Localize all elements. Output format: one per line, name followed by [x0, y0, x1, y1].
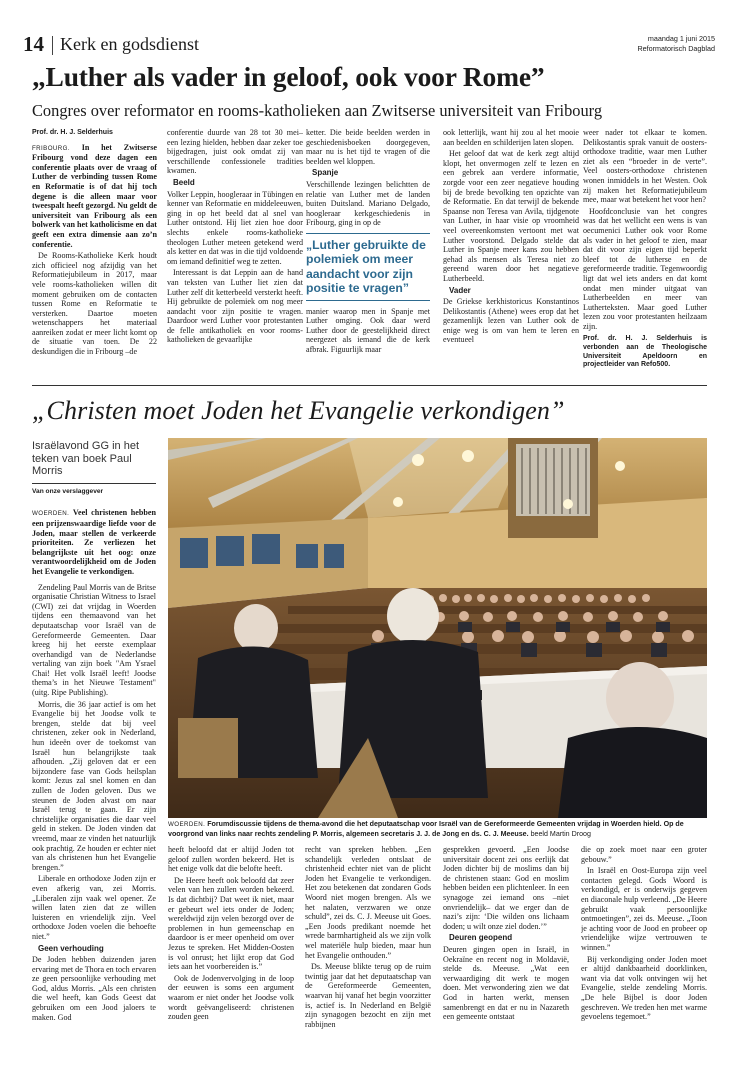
article1-dateline: FRIBOURG. [32, 144, 70, 152]
article1-byline: Prof. dr. H. J. Selderhuis [32, 129, 113, 136]
article1-paragraph: De Griekse kerkhistoricus Konstantinos Delikostantis (Athene) wees erop dat het gezamenlijk lezen van Luther ook de enige weg is om van hem te leren en eventueel [443, 297, 579, 345]
article2-column-2 [305, 845, 431, 1060]
article-separator [32, 385, 707, 386]
article1-column-3 [306, 128, 430, 374]
article2-paragraph: Bij verkondiging onder Joden moet er altijd dankbaarheid doorklinken, want via dat volk ontvingen wij het Evangelie, stelde zendeling Morris. „De hele Bijbel is door Joden geschreven. We treden hen met warme gevoelens tegemoet.” [581, 954, 707, 1022]
section-title: Kerk en godsdienst [60, 34, 199, 54]
article2-dateline: WOERDEN. [32, 510, 70, 518]
article1-paragraph: Volker Leppin, hoogleraar in Tübingen en kenner van Reformatie en middeleeuwen, ging in op het beeld dat al snel van Luther ontstond. Hij liet zien hoe door slechts enkele rooms-katholieke theologen Luther meteen getekend werd als ketter en dat was in die tijd voldoende om iemand definitief weg te zetten. [167, 189, 303, 266]
article1-subheading-beeld: Beeld [173, 177, 195, 187]
article2-paragraph: Ds. Meeuse blikte terug op de ruim twintig jaar dat het deputaatschap van de Gereformeerde Gemeenten, waarvan hij vanaf het begin voorzitter is, actief is. In Nederland en België zijn synagogen bezocht en zijn met rabbijnen [305, 962, 431, 1029]
article2-paragraph: Ook de Jodenvervolging in de loop der eeuwen is soms een argument waarom er niet onder het Joodse volk wordt geëvangeliseerd: christenen zouden geen [168, 973, 294, 1022]
article1-subheading-vader: Vader [449, 285, 471, 295]
article1-paragraph: Hoofdconclusie van het congres was dat het wellicht een wens is van oecumenici Luther ook voor Rome als vader in het geloof te zien, maar dat dit voor zijn eigen tijd beperkt bleef tot de lutherse en de gereformeerde traditie. Tegenwoordig ligt dat wel iets anders en dat komt ondat men minder uitgaat van Lutherbeelden en meer van Lutherteksten. Maar goed Luther lezen zou voor protestanten heilzaam zijn. [583, 206, 707, 331]
article2-column-4 [581, 845, 707, 1060]
photo-caption [168, 820, 707, 838]
article2-headline: „Christen moet Joden het Evangelie verkondigen” [32, 396, 565, 425]
article2-subheading-deuren: Deuren geopend [449, 933, 513, 943]
article1-paragraph: ook letterlijk, want hij zou al het mooie aan beelden en schilderijen laten slopen. [443, 128, 579, 147]
article1-column-5 [583, 128, 707, 374]
article2-photo [168, 438, 707, 818]
article1-author-bio: Prof. dr. H. J. Selderhuis is verbonden aan de Theologische Universiteit Apeldoorn en projectleider van Refo500. [583, 335, 707, 369]
article2-paragraph: Liberale en orthodoxe Joden zijn er even afkerig van, zei Morris. „Liberalen zijn vaak wel opener. Ze willen laten zien dat ze willen luisteren en vriendelijk zijn. Veel orthodoxe Joden voelen die behoefte niet.” [32, 874, 156, 941]
article2-subheading-verhouding: Geen verhouding [38, 943, 104, 953]
article1-column-4 [443, 128, 579, 374]
caption-text: Forumdiscussie tijdens de thema-avond die het deputaatschap voor Israël van de Gereformeerde Gemeenten vrijdag in Woerden hield. Op de voorgrond van links naar rechts zendeling P. Morris, algemeen secretaris J. J. de Jong en ds. C. J. Meeuse. [168, 820, 684, 838]
article1-intro: In het Zwitserse Fribourg vond deze dagen een conferentie plaats over de vraag of Luther de verbinding tussen Rome en Reformatie is of dat hij toch degene is die alleen maar voor tweespalt heeft gezorgd. Nu geldt de universiteit van Fribourg als een bolwerk van het katholicisme en dat geeft een extra dimensie aan zo’n conferentie. [32, 142, 157, 249]
caption-dateline: WOERDEN. [168, 821, 206, 828]
article1-column-2 [167, 128, 303, 374]
article1-paragraph: Interessant is dat Leppin aan de hand van teksten van Luther liet zien dat Luther zelf dit ketterbeeld versterkt heeft. Hij gebruikte de polemiek om nog meer aandacht voor zijn positie te vragen. Daardoor werd Luther voor protestanten de felle antikatholiek en voor rooms-katholieken de gevaarlijke [167, 268, 303, 345]
article2-side-column [32, 440, 156, 1060]
page-header [23, 30, 715, 60]
photo-credit: beeld Martin Droog [530, 829, 591, 838]
article1-paragraph: weer nader tot elkaar te komen. Delikostantis sprak vanuit de oosters-orthodoxe traditie, waar men Luther ziet als een “broeder in de verte”. Veel oosters-orthodoxe christenen wonen inmiddels in het Westen. Ook zij maken het Reformatiejubileum mee, maar wat betekent het voor hen? [583, 128, 707, 205]
article2-paragraph: In Israël en Oost-Europa zijn veel contacten gelegd. Gods Woord is verkondigd, er is onderwijs gegeven en diaconale hulp verleend. „De Heere gebruikt vaak persoonlijke ontmoetingen”, zei ds. Meeuse. „Toon je achting voor de Jood en probeer op vriendelijke wijze vertrouwen te winnen.” [581, 866, 707, 952]
article2-deck: Israëlavond GG in het teken van boek Paul Morris [32, 440, 140, 478]
article2-column-1 [168, 845, 294, 1060]
article1-paragraph: ketter. Die beide beelden werden in geschiedenisboeken doorgegeven, maar nu is het tijd te vragen of die beelden wel kloppen. [306, 128, 430, 166]
article2-column-3 [443, 845, 569, 1060]
issue-date: maandag 1 juni 2015 [647, 34, 715, 43]
article1-subhead: Congres over reformator en rooms-katholieken aan Zwitserse universiteit van Fribourg [32, 101, 603, 120]
article1-pullquote: „Luther gebruikte de polemiek om meer aandacht voor zijn positie te vragen” [306, 233, 430, 301]
article1-paragraph: Het geloof dat wat de kerk zegt altijd klopt, het onvermogen zelf te lezen en een gebrek aan verdere informatie, zorgde voor een zeer negatieve houding bij de brede bevolking ten opzichte van de Reformatie. En dat terwijl de bekende Spaanse non Teresa van Avila, tijdgenote van Luther, in haar visie op vroomheid veel overeenkomsten vertoont met wat Luther voorstond. Delgado stelde dat Luther in Spanje meer kans zou hebben gehad als mensen als Teresa niet zo gereend waren door het negatieve Lutherbeeld. [443, 149, 579, 283]
article1-paragraph: Verschillende lezingen belichtten de relatie van Luther met de landen buiten Duitsland. Mariano Delgado, hoogleraar kerkgeschiedenis in Fribourg, ging in op de [306, 179, 430, 228]
article1-paragraph: conferentie duurde van 28 tot 30 mei– een lezing hielden, hebben daar zeker toe bijgedragen, juist ook omdat zij van verschillende confessionele tradities kwamen. [167, 128, 303, 176]
article1-paragraph: De Rooms-Katholieke Kerk houdt zich officieel nog afzijdig van het Reformatiejubileum in 2017, maar vele rooms-katholieken willen dit moment gebruiken om de contacten tussen Rome en Reformatie te versterken. Daartoe moeten wetenschappers het materiaal aanreiken zodat er meer licht komt op de situatie van toen. De 22 deskundigen die in Fribourg –de [32, 251, 157, 357]
article2-paragraph: die op zoek moet naar een groter gebouw.” [581, 845, 707, 864]
deck-divider [32, 483, 156, 484]
article2-paragraph: De Heere heeft ook beloofd dat zeer velen van hen zullen worden bekeerd. Is dat dichtbij? Dat weet ik niet, maar er gebeurt wel iets onder de Joden; wereldwijd zijn velen bezorgd over de problemen in hun gemeenschap en daardoor is er meer openheid om over Jezus te spreken. Het Midden-Oosten is vol onrust; het lijkt erop dat God iets aan het voorbereiden is.” [168, 875, 294, 972]
paper-name: Reformatorisch Dagblad [637, 44, 715, 53]
article2-byline: Van onze verslaggever [32, 487, 104, 495]
article2-paragraph: Zendeling Paul Morris van de Britse organisatie Christian Witness to Israel (CWI) zei dat vrijdag in Woerden tijdens een themaavond van het deputaatschap voor Israël van de Gereformeerde Gemeenten. Daar kreeg hij het eerste exemplaar overhandigd van de Nederlandse vertaling van zijn boek "Am Ysrael Chai! Het volk Israël leeft! Joodse thema’s in het Nieuwe Testament" (uitg. Ripe Publishing). [32, 582, 156, 698]
article2-paragraph: Deuren gingen open in Israël, in Oekraïne en recent nog in Moldavië, stelde ds. Meeuse. „Wat een verwaardiging dit werk te mogen doen. Met verwondering zien we dat God in harten werkt, mensen samenbrengt en dat er nu in Nazareth een gemeente ontstaat [443, 944, 569, 1022]
article2-paragraph: recht van spreken hebben. „Een schandelijk verleden ontslaat de christenheid echter niet van de plicht Joden het Evangelie te verkondigen. Het zou betekenen dat zondaren Gods Woord niet mogen brengen. Als we het nalaten, verzwaren we onze schuld”, zei ds. C. J. Meeuse uit Goes. „Een Joods predikant noemde het wrede barmhartigheid als we zijn volk wel materiële hulp bieden, maar hun het Evangelie onthouden.” [305, 845, 431, 960]
article1-paragraph: manier waarop men in Spanje met Luther omging. Ook daar werd Luther door de geestelijkheid direct neergezet als iemand die de kerk afbrak. Figuurlijk maar [306, 306, 430, 354]
page-number: 14 [23, 32, 44, 56]
article2-intro: Veel christenen hebben een prijzenswaardige liefde voor de Joden, maar stellen de verkeerde prioriteiten. Ze verliezen het belangrijkste uit het oog: onze verantwoordelijkheid om de Joden het Evangelie te verkondigen. [32, 508, 156, 576]
article1-headline: „Luther als vader in geloof, ook voor Rome” [32, 61, 545, 92]
article1-column-1 [32, 128, 157, 374]
pipe-organ [508, 438, 598, 538]
header-divider [52, 36, 53, 55]
article2-paragraph: Morris, die 36 jaar actief is om het Evangelie bij het Joodse volk te brengen, stelde dat bij veel christenen, zeker ook in Nederland, hun ideeën over de toekomst van Israël hun belangrijkste taak afhouden. „Zij geloven dat er een bijzondere fase van Gods heilsplan komt: Jezus zal snel komen en dan zullen de Joden geloven. Dus we steunen de Joden alvast om naar Israël terug te gaan. Er zijn christelijke organisaties die daar veel geld in steken. De Joden vinden dat vreemd, maar ze vinden het natuurlijk ook prachtig. Ze houden er echter niet van als christenen hun het Evangelie brengen.” [32, 699, 156, 872]
article2-paragraph: De Joden hebben duizenden jaren ervaring met de Thora en toch ervaren ze geen persoonlijke verhouding met God, aldus Morris. „Als een christen die wel heeft, kan Gods Geest dat gebruiken om een Jood jaloers te maken. God [32, 955, 156, 1022]
article2-paragraph: gesprekken gevoerd. „Een Joodse universitair docent zei ons eerlijk dat Joden dichter bij de moslims dan bij de christenen staan: God en moslim hebben beiden een plichtenleer. In een synagoge zei iemand ons –niet onvriendelijk– dat we erger dan de nazi’s zijn: ‘Die wilden ons lichaam doden; u wilt onze ziel doden.’” [443, 845, 569, 931]
article2-paragraph: heeft beloofd dat er altijd Joden tot geloof zullen worden bekeerd. Het is het enige volk dat die belofte heeft. [168, 845, 294, 874]
article1-subheading-spanje: Spanje [312, 168, 339, 178]
